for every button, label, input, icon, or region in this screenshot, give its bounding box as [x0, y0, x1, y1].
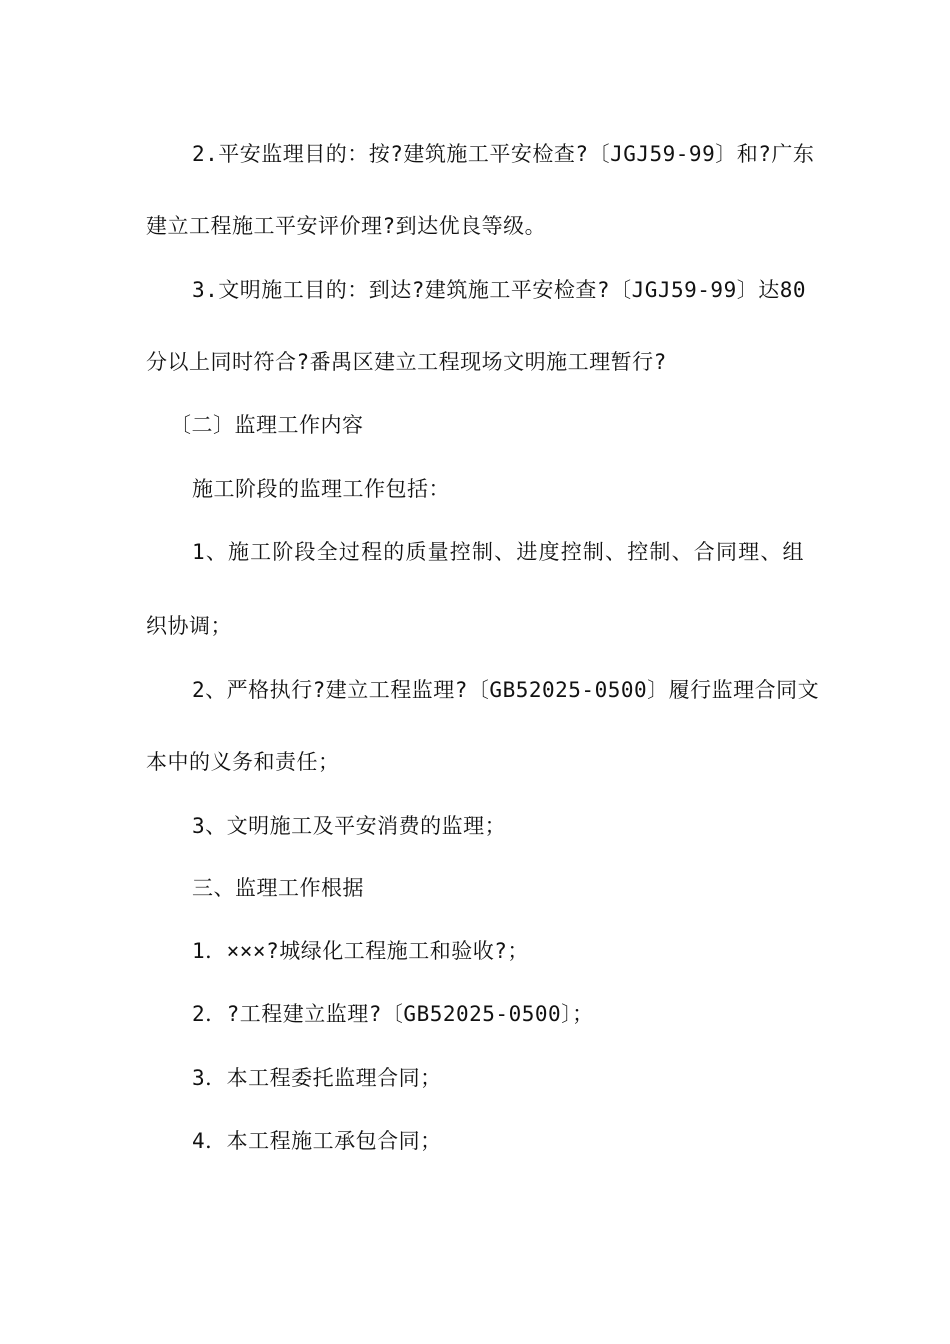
- paragraph-line: 2.平安监理目的：按?建筑施工平安检查?〔JGJ59-99〕和?广东: [192, 142, 815, 166]
- section-heading: 三、监理工作根据: [192, 876, 364, 900]
- list-item: 1．×××?城绿化工程施工和验收?；: [192, 939, 529, 963]
- list-item: 3、文明施工及平安消费的监理；: [192, 814, 507, 838]
- paragraph-line: 织协调；: [146, 614, 232, 638]
- list-item: 4．本工程施工承包合同；: [192, 1129, 442, 1153]
- list-item: 3．本工程委托监理合同；: [192, 1066, 442, 1090]
- paragraph-line: 3.文明施工目的：到达?建筑施工平安检查?〔JGJ59-99〕达80: [192, 278, 807, 302]
- paragraph-line: 本中的义务和责任；: [146, 750, 340, 774]
- paragraph-line: 分以上同时符合?番禺区建立工程现场文明施工理暂行?: [146, 350, 667, 374]
- section-heading: 〔二〕监理工作内容: [170, 413, 364, 437]
- list-item: 2、严格执行?建立工程监理?〔GB52025-0500〕履行监理合同文: [192, 678, 820, 702]
- list-item: 2．?工程建立监理?〔GB52025-0500〕；: [192, 1002, 594, 1026]
- list-item: 1、施工阶段全过程的质量控制、进度控制、控制、合同理、组: [192, 540, 804, 564]
- paragraph-line: 建立工程施工平安评价理?到达优良等级。: [146, 214, 547, 238]
- paragraph-line: 施工阶段的监理工作包括：: [192, 477, 450, 501]
